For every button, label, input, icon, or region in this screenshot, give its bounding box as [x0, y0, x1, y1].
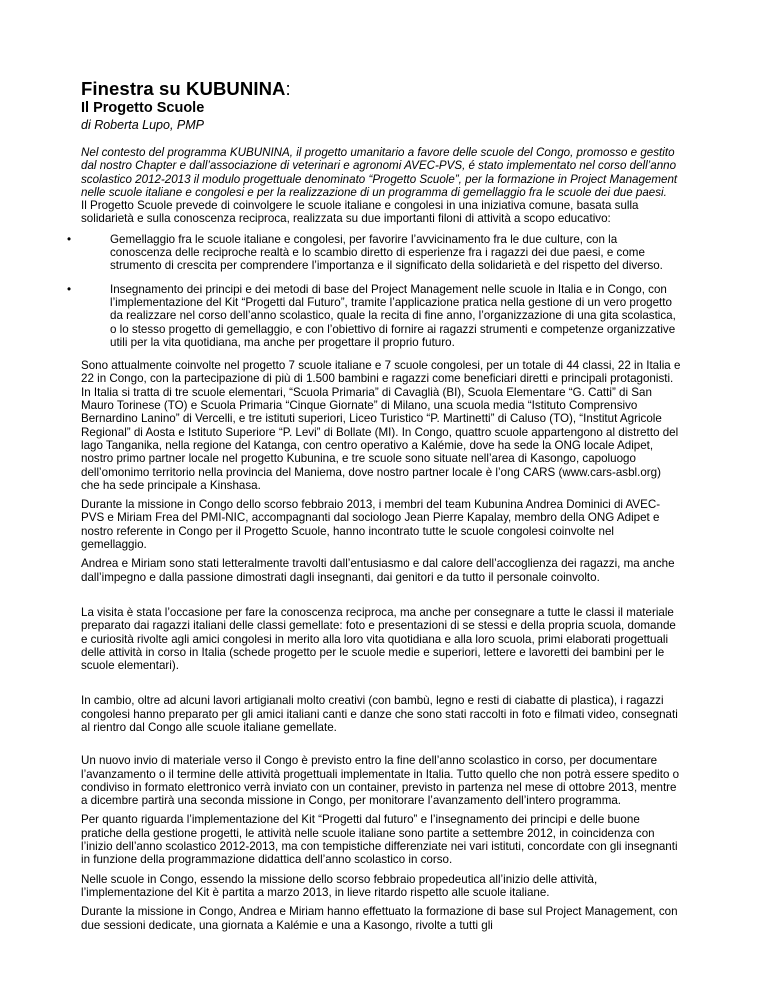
- paragraph-8: Per quanto riguarda l’implementazione del Kit “Progetti dal futuro” e l’insegnamento dei principi e delle buone pratiche della gestione progetti, le attività nelle scuole italiane sono partite a settembre 2012, in coincidenza con l’inizio dell’anno scolastico 2012-2013, ma con tempistiche differenziate nei vari istituti, concordate con gli insegnanti in funzione della programmazione didattica dell’anno scolastico in corso.: [81, 813, 678, 867]
- paragraph-5: La visita è stata l’occasione per fare la conoscenza reciproca, ma anche per consegnare a tutte le classi il materiale preparato dai ragazzi italiani delle classi gemellate: foto e presentazioni di se stessi e della propria scuola, domande e curiosità rivolte agli amici congolesi in merito alla loro vita quotidiana e alla loro scuola, primi elaborati progettuali delle attività in corso in Italia (schede progetto per le scuole medie e superiori, lettere e lavoretti dei bambini per le scuole elementari).: [81, 605, 676, 673]
- document-page: [67, 78, 681, 932]
- paragraph-10: Durante la missione in Congo, Andrea e Miriam hanno effettuato la formazione di base sul Project Management, con due sessioni dedicate, una giornata a Kalémie e una a Kasongo, rivolte a tutti gli: [81, 905, 678, 932]
- title-main: Finestra su KUBUNINA: [81, 78, 286, 99]
- intro-paragraph: Nel contesto del programma KUBUNINA, il progetto umanitario a favore delle scuole del Congo, promosso e gestito dal nostro Chapter e dall’associazione di veterinari e agronomi AVEC-PVS, é stato implementato nel corso dell’anno scolastico 2012-2013 il modulo progettuale denominato “Progetto Scuole”, per la formazione in Project Management nelle scuole italiane e congolesi e per la realizzazione di un programma di gemellaggio fra le scuole dei due paesi.: [81, 146, 678, 199]
- list-item-text: Gemellaggio fra le scuole italiane e congolesi, per favorire l’avvicinamento fra le due culture, con la conoscenza delle reciproche realtà e lo scambio diretto di esperienze fra i ragazzi dei due paesi, e come strumento di crescita per comprendere l’importanza e il significato della solidarietà e del rispetto del diverso.: [110, 232, 663, 273]
- list-item: [67, 232, 681, 273]
- author-byline: di Roberta Lupo, PMP: [81, 118, 204, 132]
- bullet-list: [67, 232, 681, 349]
- paragraph-6: In cambio, oltre ad alcuni lavori artigianali molto creativi (con bambù, legno e resti di ciabatte di plastica), i ragazzi congolesi hanno preparato per gli amici italiani canti e danze che sono stati raccolti in foto e filmati video, consegnati al rientro dal Congo alle scuole italiane gemellate.: [81, 694, 678, 734]
- paragraph-9: Nelle scuole in Congo, essendo la missione dello scorso febbraio propedeutica all’inizio delle attività, l’implementazione del Kit è partita a marzo 2013, in lieve ritardo rispetto alle scuole italiane.: [81, 872, 598, 899]
- paragraph-1: Il Progetto Scuole prevede di coinvolgere le scuole italiane e congolesi in una iniziativa comune, basata sulla solidarietà e sulla conoscenza reciproca, realizzata su due importanti filoni di attività a scopo educativo:: [81, 199, 639, 226]
- paragraph-2: Sono attualmente coinvolte nel progetto 7 scuole italiane e 7 scuole congolesi, per un totale di 44 classi, 22 in Italia e 22 in Congo, con la partecipazione di più di 1.500 bambini e ragazzi come beneficiari diretti e principali protagonisti. In Italia si tratta di tre scuole elementari, “Scuola Primaria” di Cavaglià (BI), Scuola Elementare “G. Catti” di San Mauro Torinese (TO) e Scuola Primaria “Cinque Giornate” di Milano, una scuola media “Istituto Comprensivo Bernardino Lanino” di Vercelli, e tre istituti superiori, Liceo Turistico “P. Martinetti” di Caluso (TO), “Institut Agricole Regional” di Aosta e Istituto Superiore “P. Levi” di Bollate (MI). In Congo, quattro scuole appartengono al distretto del lago Tanganika, nella regione del Katanga, con centro operativo a Kalémie, dove ha sede la ONG locale Adipet, nostro primo partner locale nel progetto Kubunina, e tre scuole sono situate nell’area di Kasongo, capoluogo dell’omonimo territorio nella provincia del Maniema, dove nostro partner locale è l’ong CARS (www.cars-asbl.org) che ha sede principale a Kinshasa.: [81, 359, 681, 492]
- list-item-text: Insegnamento dei principi e dei metodi di base del Project Management nelle scuole in Italia e in Congo, con l’implementazione del Kit “Progetti dal Futuro”, tramite l’applicazione pratica nella gestione di un vero progetto da realizzare nel corso dell’anno scolastico, quale la recita di fine anno, l’organizzazione di una gita scolastica, o lo stesso progetto di gemellaggio, e con l’obiettivo di fornire ai ragazzi strumenti e competenze organizzative utili per la vita quotidiana, ma anche per progettare il proprio futuro.: [110, 282, 676, 349]
- paragraph-4: Andrea e Miriam sono stati letteralmente travolti dall’entusiasmo e dal calore dell’accoglienza dei ragazzi, ma anche dall’impegno e dalla passione dimostrati dagli insegnanti, dai genitori e da tutto il personale coinvolto.: [81, 557, 675, 584]
- bullet-icon: •: [67, 282, 72, 296]
- bullet-icon: •: [67, 232, 72, 246]
- paragraph-7: Un nuovo invio di materiale verso il Congo è previsto entro la fine dell’anno scolastico in corso, per documentare l’avanzamento o il termine delle attività progettuali implementate in Italia. Tutto quello che non potrà essere spedito o condiviso in formato elettronico verrà inviato con un container, previsto in partenza nel mese di ottobre 2013, mentre a dicembre partirà una seconda missione in Congo, per monitorare l’avanzamento dell’intero programma.: [81, 754, 680, 808]
- paragraph-3: Durante la missione in Congo dello scorso febbraio 2013, i membri del team Kubunina Andrea Dominici di AVEC-PVS e Miriam Frea del PMI-NIC, accompagnanti dal sociologo Jean Pierre Kapalay, membro della ONG Adipet e nostro referente in Congo per il Progetto Scuole, hanno incontrato tutte le scuole congolesi coinvolte nel gemellaggio.: [81, 498, 661, 552]
- list-item: [67, 282, 681, 349]
- document-title: [81, 78, 681, 100]
- title-colon: :: [285, 78, 291, 99]
- document-subtitle: Il Progetto Scuole: [81, 100, 205, 116]
